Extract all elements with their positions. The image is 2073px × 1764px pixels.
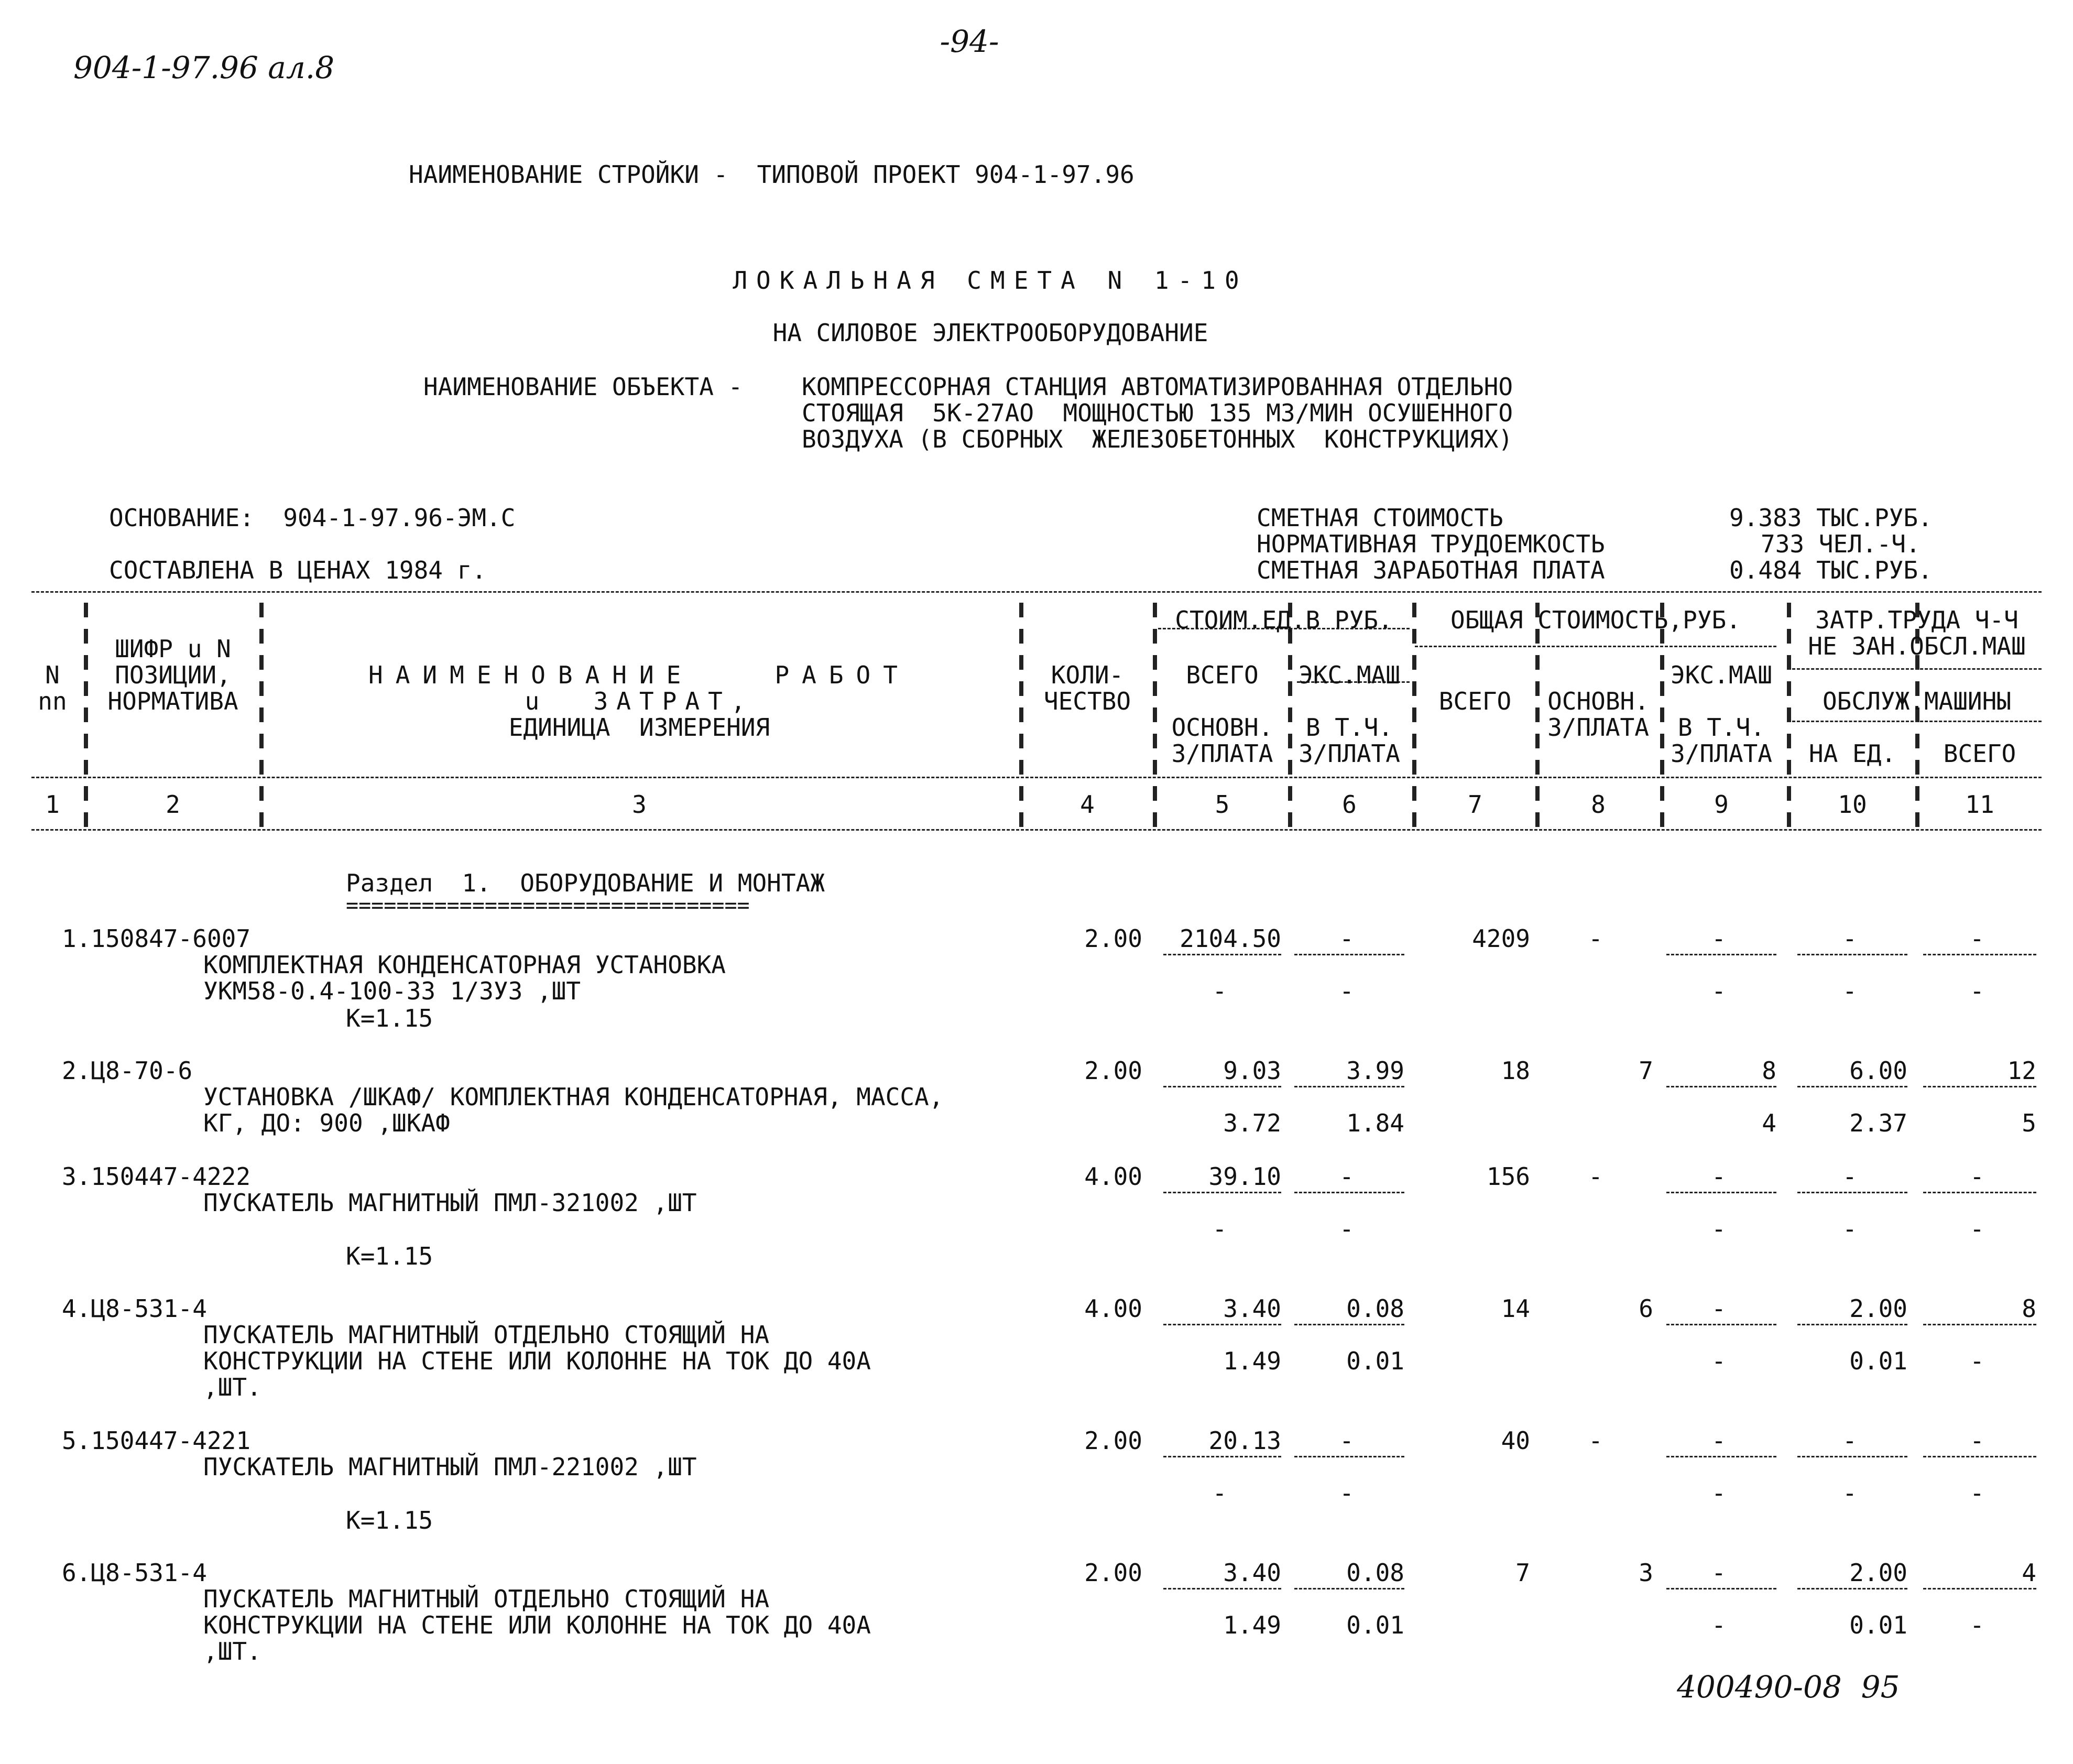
quantity: 2.00 xyxy=(1084,1559,1142,1587)
cell-b9: - xyxy=(1711,977,1726,1005)
column-divider-tick xyxy=(1787,629,1791,644)
column-divider-tick xyxy=(1787,681,1791,696)
cell-c5: 20.13 xyxy=(1208,1427,1281,1455)
col-unit-cost: СТОИМ.ЕД.В РУБ. xyxy=(1175,606,1393,634)
column-divider-tick xyxy=(1019,603,1023,617)
cell-b5: - xyxy=(1212,1215,1227,1243)
row-description: УКМ58-0.4-100-33 1/3У3 ,ШТ xyxy=(203,977,581,1005)
cell-c9: - xyxy=(1711,924,1726,953)
cell-b6: - xyxy=(1339,1215,1354,1243)
quantity: 2.00 xyxy=(1084,924,1142,953)
cell-b6: 0.01 xyxy=(1346,1611,1404,1639)
column-divider-tick xyxy=(1787,760,1791,775)
cell-divider-dash xyxy=(1666,1324,1776,1325)
basis: ОСНОВАНИЕ: 904-1-97.96-ЭМ.С xyxy=(109,504,516,532)
col-9-machine: ЭКС.МАШ xyxy=(1671,661,1772,689)
summary-label-labor: НОРМАТИВНАЯ ТРУДОЕМКОСТЬ xyxy=(1257,530,1605,558)
cell-c5: 3.40 xyxy=(1223,1559,1281,1587)
col-number-2: 2 xyxy=(166,790,180,819)
cell-divider-dash xyxy=(1923,1456,2036,1457)
cell-b5: 1.49 xyxy=(1223,1347,1281,1375)
col-6-incl-2: З/ПЛАТА xyxy=(1299,739,1400,768)
cell-c11: 8 xyxy=(2022,1294,2036,1323)
cell-c10: 6.00 xyxy=(1849,1057,1907,1085)
document-title: ЛОКАЛЬНАЯ СМЕТА N 1-10 xyxy=(733,266,1248,295)
col-total-cost: ОБЩАЯ СТОИМОСТЬ,РУБ. xyxy=(1450,606,1741,634)
col-number-6: 6 xyxy=(1342,790,1357,819)
cell-b11: - xyxy=(1970,1215,1984,1243)
column-divider-tick xyxy=(84,603,88,617)
cell-c11: 12 xyxy=(2007,1057,2036,1085)
cell-b9: - xyxy=(1711,1215,1726,1243)
cell-b5: 1.49 xyxy=(1223,1611,1281,1639)
summary-value-cost: 9.383 ТЫС.РУБ. xyxy=(1729,504,1933,532)
cell-b5: 3.72 xyxy=(1223,1109,1281,1137)
cell-divider-dash xyxy=(1797,954,1907,955)
col-number-1: 1 xyxy=(45,790,60,819)
cell-b10: - xyxy=(1842,1479,1857,1507)
cell-c10: - xyxy=(1842,1427,1857,1455)
column-divider-tick xyxy=(1535,655,1540,670)
col-8-base-2: З/ПЛАТА xyxy=(1547,713,1649,742)
cell-c9: - xyxy=(1711,1559,1726,1587)
col-name-3: ЕДИНИЦА ИЗМЕРЕНИЯ xyxy=(508,713,770,742)
col-9-incl-2: З/ПЛАТА xyxy=(1671,739,1772,768)
row-description: ПУСКАТЕЛЬ МАГНИТНЫЙ ПМЛ-221002 ,ШТ xyxy=(203,1453,697,1481)
cell-c10: - xyxy=(1842,924,1857,953)
cell-c7: 18 xyxy=(1501,1057,1530,1085)
column-divider-tick xyxy=(84,734,88,748)
cell-c5: 3.40 xyxy=(1223,1294,1281,1323)
cell-b6: 0.01 xyxy=(1346,1347,1404,1375)
cell-c7: 4209 xyxy=(1472,924,1530,953)
column-divider-tick xyxy=(259,603,264,617)
column-divider-tick xyxy=(1019,786,1023,801)
cell-divider-dash xyxy=(1163,1192,1281,1193)
coefficient: К=1.15 xyxy=(346,1242,433,1270)
cell-b10: 0.01 xyxy=(1849,1611,1907,1639)
column-divider-tick xyxy=(1019,812,1023,827)
col-8-base-1: ОСНОВН. xyxy=(1547,687,1649,715)
col-6-incl-1: В Т.Ч. xyxy=(1305,713,1393,742)
column-divider-tick xyxy=(1412,760,1416,775)
cell-c8: - xyxy=(1588,924,1603,953)
cell-c6: 0.08 xyxy=(1346,1559,1404,1587)
column-divider-tick xyxy=(1412,734,1416,748)
page-number-top: -94- xyxy=(940,24,999,59)
row-code: 3.150447-4222 xyxy=(62,1162,251,1191)
cell-c6: - xyxy=(1339,1427,1354,1455)
cell-b10: 0.01 xyxy=(1849,1347,1907,1375)
handwritten-corner-note: 904-1-97.96 ал.8 xyxy=(73,50,335,85)
column-divider-tick xyxy=(1019,655,1023,670)
col-11-all: ВСЕГО xyxy=(1943,739,2016,768)
object-line-2: СТОЯЩАЯ 5К-27АО МОЩНОСТЬЮ 135 М3/МИН ОСУШЕННОГО xyxy=(802,399,1513,427)
cell-b6: - xyxy=(1339,1479,1354,1507)
object-label: НАИМЕНОВАНИЕ ОБЪЕКТА - xyxy=(423,373,743,401)
col-qty-2: ЧЕСТВО xyxy=(1043,687,1131,715)
col-code-3: НОРМАТИВА xyxy=(107,687,238,715)
cell-b11: 5 xyxy=(2022,1109,2036,1137)
cell-divider-dash xyxy=(1666,1086,1776,1087)
column-divider-tick xyxy=(1787,786,1791,801)
cell-divider-dash xyxy=(1294,1192,1404,1193)
cell-c6: - xyxy=(1339,924,1354,953)
row-code: 1.150847-6007 xyxy=(62,924,251,953)
col-5-all: ВСЕГО xyxy=(1186,661,1259,689)
cell-c6: 3.99 xyxy=(1346,1057,1404,1085)
quantity: 4.00 xyxy=(1084,1294,1142,1323)
cell-divider-dash xyxy=(1923,1324,2036,1325)
cell-b10: - xyxy=(1842,1215,1857,1243)
col-6-machine: ЭКС.МАШ xyxy=(1299,661,1400,689)
column-divider-tick xyxy=(259,629,264,644)
cell-c10: 2.00 xyxy=(1849,1559,1907,1587)
cell-divider-dash xyxy=(1163,1324,1281,1325)
object-line-3: ВОЗДУХА (В СБОРНЫХ ЖЕЛЕЗОБЕТОННЫХ КОНСТРУКЦИЯХ) xyxy=(802,425,1513,453)
column-divider-tick xyxy=(84,786,88,801)
column-divider-tick xyxy=(84,629,88,644)
column-divider-tick xyxy=(1153,629,1157,644)
cell-divider-dash xyxy=(1163,1086,1281,1087)
cell-c7: 40 xyxy=(1501,1427,1530,1455)
column-divider-tick xyxy=(1787,603,1791,617)
column-divider-tick xyxy=(1019,760,1023,775)
row-code: 4.Ц8-531-4 xyxy=(62,1294,207,1323)
column-divider-tick xyxy=(259,760,264,775)
column-divider-tick xyxy=(1019,734,1023,748)
cell-c6: 0.08 xyxy=(1346,1294,1404,1323)
column-divider-tick xyxy=(84,707,88,722)
cell-divider-dash xyxy=(1294,1588,1404,1589)
cell-b11: - xyxy=(1970,1611,1984,1639)
cell-divider-dash xyxy=(1923,1086,2036,1087)
col-number-4: 4 xyxy=(1080,790,1095,819)
cell-divider-dash xyxy=(1163,954,1281,955)
quantity: 2.00 xyxy=(1084,1427,1142,1455)
cell-divider-dash xyxy=(1666,1588,1776,1589)
cell-c5: 9.03 xyxy=(1223,1057,1281,1085)
column-divider-tick xyxy=(84,655,88,670)
price-year: СОСТАВЛЕНА В ЦЕНАХ 1984 г. xyxy=(109,556,487,584)
column-divider-tick xyxy=(1153,786,1157,801)
cell-b9: - xyxy=(1711,1479,1726,1507)
row-description: ПУСКАТЕЛЬ МАГНИТНЫЙ ОТДЕЛЬНО СТОЯЩИЙ НА xyxy=(203,1321,770,1349)
total-cost-subrule xyxy=(1415,646,1776,647)
cell-c9: - xyxy=(1711,1162,1726,1191)
cell-b11: - xyxy=(1970,1347,1984,1375)
col-5-base-2: З/ПЛАТА xyxy=(1171,739,1273,768)
section-title: Раздел 1. ОБОРУДОВАНИЕ И МОНТАЖ xyxy=(346,869,825,897)
cell-c9: - xyxy=(1711,1427,1726,1455)
cell-c11: - xyxy=(1970,1162,1984,1191)
cell-divider-dash xyxy=(1294,1456,1404,1457)
col-number-5: 5 xyxy=(1215,790,1230,819)
col-number-10: 10 xyxy=(1838,790,1867,819)
object-line-1: КОМПРЕССОРНАЯ СТАНЦИЯ АВТОМАТИЗИРОВАННАЯ ОТДЕЛЬНО xyxy=(802,373,1513,401)
column-divider-tick xyxy=(84,681,88,696)
coefficient: К=1.15 xyxy=(346,1506,433,1534)
col-n-2: nn xyxy=(38,687,67,715)
row-description: КОНСТРУКЦИИ НА СТЕНЕ ИЛИ КОЛОННЕ НА ТОК ДО 40А xyxy=(203,1611,871,1639)
cell-c11: - xyxy=(1970,924,1984,953)
row-code: 5.150447-4221 xyxy=(62,1427,251,1455)
col-code-2: ПОЗИЦИИ, xyxy=(115,661,231,689)
cell-c8: - xyxy=(1588,1427,1603,1455)
cell-divider-dash xyxy=(1797,1456,1907,1457)
summary-value-wage: 0.484 ТЫС.РУБ. xyxy=(1729,556,1933,584)
document-subtitle: НА СИЛОВОЕ ЭЛЕКТРООБОРУДОВАНИЕ xyxy=(772,319,1208,347)
col-number-8: 8 xyxy=(1591,790,1606,819)
cell-c8: - xyxy=(1588,1162,1603,1191)
cell-divider-dash xyxy=(1923,1588,2036,1589)
column-divider-tick xyxy=(1153,681,1157,696)
col-7-all: ВСЕГО xyxy=(1438,687,1512,715)
column-divider-tick xyxy=(1019,629,1023,644)
row-description: КОНСТРУКЦИИ НА СТЕНЕ ИЛИ КОЛОННЕ НА ТОК ДО 40А xyxy=(203,1347,871,1375)
column-divider-tick xyxy=(84,812,88,827)
cell-c5: 2104.50 xyxy=(1180,924,1281,953)
cell-divider-dash xyxy=(1294,1324,1404,1325)
column-divider-tick xyxy=(1153,603,1157,617)
col-number-7: 7 xyxy=(1468,790,1482,819)
cell-b10: - xyxy=(1842,977,1857,1005)
cell-c8: 3 xyxy=(1639,1559,1653,1587)
section-underline: ================================ xyxy=(346,894,750,918)
column-divider-tick xyxy=(84,760,88,775)
column-divider-tick xyxy=(1535,760,1540,775)
cell-divider-dash xyxy=(1294,1086,1404,1087)
page-number-bottom: 400490-08 95 xyxy=(1677,1669,1900,1705)
cell-divider-dash xyxy=(1666,1456,1776,1457)
column-divider-tick xyxy=(1412,655,1416,670)
cell-divider-dash xyxy=(1797,1086,1907,1087)
cell-c7: 156 xyxy=(1486,1162,1530,1191)
col-code-1: ШИФР u N xyxy=(115,635,231,663)
cell-b5: - xyxy=(1212,1479,1227,1507)
column-divider-tick xyxy=(1153,734,1157,748)
col-labor-1: ЗАТР.ТРУДА Ч-Ч xyxy=(1815,606,2019,634)
header-bottom-rule xyxy=(31,777,2042,778)
cell-b11: - xyxy=(1970,1479,1984,1507)
cell-c7: 7 xyxy=(1515,1559,1530,1587)
cell-c9: 8 xyxy=(1762,1057,1776,1085)
cell-b10: 2.37 xyxy=(1849,1109,1907,1137)
column-divider-tick xyxy=(1787,734,1791,748)
row-description: ПУСКАТЕЛЬ МАГНИТНЫЙ ОТДЕЛЬНО СТОЯЩИЙ НА xyxy=(203,1585,770,1613)
cell-b9: 4 xyxy=(1762,1109,1776,1137)
cell-c5: 39.10 xyxy=(1208,1162,1281,1191)
cell-c10: 2.00 xyxy=(1849,1294,1907,1323)
col-name-1: НАИМЕНОВАНИЕ РАБОТ xyxy=(368,661,910,689)
cell-b6: 1.84 xyxy=(1346,1109,1404,1137)
col-n-1: N xyxy=(45,661,60,689)
table-top-rule xyxy=(31,591,2042,593)
row-description: КГ, ДО: 900 ,ШКАФ xyxy=(203,1109,450,1137)
cell-divider-dash xyxy=(1666,954,1776,955)
construction-name: НАИМЕНОВАНИЕ СТРОЙКИ - ТИПОВОЙ ПРОЕКТ 904-1-97.96 xyxy=(409,160,1134,189)
row-description: КОМПЛЕКТНАЯ КОНДЕНСАТОРНАЯ УСТАНОВКА xyxy=(203,951,726,979)
column-divider-tick xyxy=(1019,707,1023,722)
col-number-9: 9 xyxy=(1714,790,1729,819)
col-number-11: 11 xyxy=(1965,790,1994,819)
col-name-2: u ЗАТРАТ, xyxy=(525,687,754,715)
quantity: 2.00 xyxy=(1084,1057,1142,1085)
cell-divider-dash xyxy=(1797,1192,1907,1193)
cell-b6: - xyxy=(1339,977,1354,1005)
col-service: ОБСЛУЖ.МАШИНЫ xyxy=(1822,687,2012,715)
coefficient: К=1.15 xyxy=(346,1004,433,1032)
cell-b5: - xyxy=(1212,977,1227,1005)
cell-b11: - xyxy=(1970,977,1984,1005)
col-number-3: 3 xyxy=(632,790,647,819)
cell-divider-dash xyxy=(1797,1588,1907,1589)
cell-divider-dash xyxy=(1923,954,2036,955)
summary-value-labor: 733 ЧЕЛ.-Ч. xyxy=(1761,530,1921,558)
cell-c6: - xyxy=(1339,1162,1354,1191)
cell-b9: - xyxy=(1711,1611,1726,1639)
cell-c10: - xyxy=(1842,1162,1857,1191)
column-divider-tick xyxy=(1153,812,1157,827)
summary-label-wage: СМЕТНАЯ ЗАРАБОТНАЯ ПЛАТА xyxy=(1257,556,1605,584)
col-10-per-unit: НА ЕД. xyxy=(1808,739,1896,768)
column-divider-tick xyxy=(1153,760,1157,775)
column-divider-tick xyxy=(1153,707,1157,722)
col-labor-2: НЕ ЗАН.ОБСЛ.МАШ xyxy=(1808,632,2026,660)
row-code: 2.Ц8-70-6 xyxy=(62,1057,193,1085)
cell-c7: 14 xyxy=(1501,1294,1530,1323)
quantity: 4.00 xyxy=(1084,1162,1142,1191)
row-description: ,ШТ. xyxy=(203,1637,261,1665)
cell-b9: - xyxy=(1711,1347,1726,1375)
col-5-base-1: ОСНОВН. xyxy=(1171,713,1273,742)
row-description: ,ШТ. xyxy=(203,1373,261,1401)
cell-divider-dash xyxy=(1797,1324,1907,1325)
column-divider-tick xyxy=(1019,681,1023,696)
column-divider-tick xyxy=(1787,707,1791,722)
column-divider-tick xyxy=(1153,655,1157,670)
cell-divider-dash xyxy=(1294,954,1404,955)
cell-divider-dash xyxy=(1666,1192,1776,1193)
summary-label-cost: СМЕТНАЯ СТОИМОСТЬ xyxy=(1257,504,1503,532)
cell-divider-dash xyxy=(1163,1588,1281,1589)
cell-c8: 7 xyxy=(1639,1057,1653,1085)
cell-c9: - xyxy=(1711,1294,1726,1323)
cell-divider-dash xyxy=(1163,1456,1281,1457)
col-qty-1: КОЛИ- xyxy=(1051,661,1124,689)
column-number-rule xyxy=(31,829,2042,831)
cell-divider-dash xyxy=(1923,1192,2036,1193)
cell-c11: - xyxy=(1970,1427,1984,1455)
cell-c11: 4 xyxy=(2022,1559,2036,1587)
row-description: УСТАНОВКА /ШКАФ/ КОМПЛЕКТНАЯ КОНДЕНСАТОРНАЯ, МАССА, xyxy=(203,1083,944,1111)
column-divider-tick xyxy=(1787,655,1791,670)
row-code: 6.Ц8-531-4 xyxy=(62,1559,207,1587)
cell-c8: 6 xyxy=(1639,1294,1653,1323)
row-description: ПУСКАТЕЛЬ МАГНИТНЫЙ ПМЛ-321002 ,ШТ xyxy=(203,1189,697,1217)
column-divider-tick xyxy=(1787,812,1791,827)
col-9-incl-1: В Т.Ч. xyxy=(1677,713,1765,742)
